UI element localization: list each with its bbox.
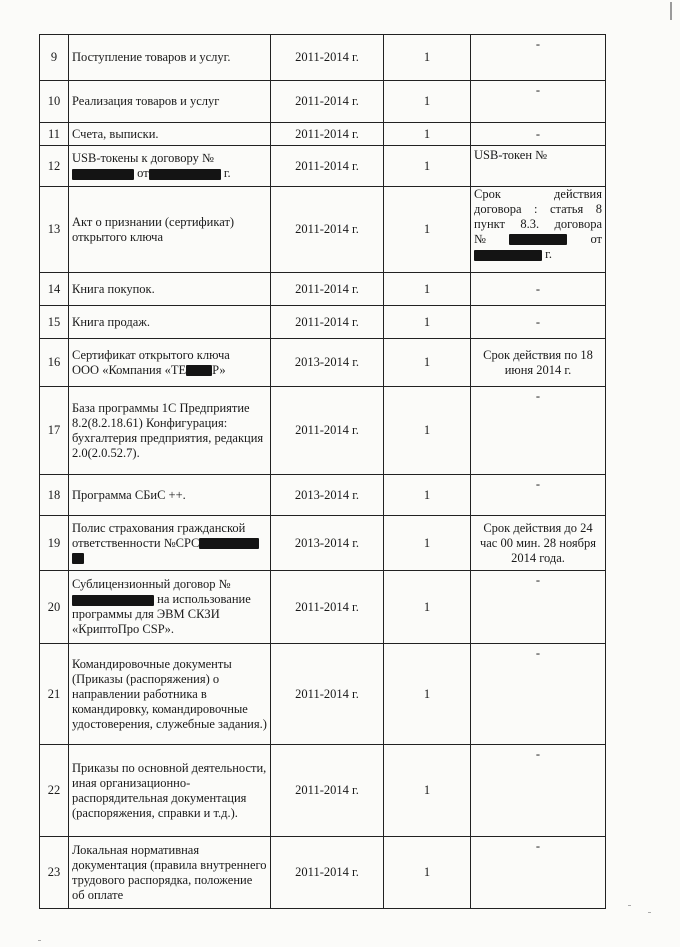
scan-speck: [628, 905, 631, 906]
period: 2011-2014 г.: [271, 273, 384, 306]
row-number: 20: [40, 571, 69, 644]
row-number: 16: [40, 339, 69, 387]
row-number: 10: [40, 81, 69, 123]
note: -: [471, 273, 606, 306]
quantity: 1: [384, 516, 471, 571]
period: 2011-2014 г.: [271, 81, 384, 123]
row-number: 21: [40, 644, 69, 745]
name-line-1: Полис страхования гражданской: [72, 520, 246, 535]
note: -: [471, 745, 606, 837]
quantity: 1: [384, 123, 471, 146]
quantity: 1: [384, 146, 471, 187]
document-name: Поступление товаров и услуг.: [69, 35, 271, 81]
document-name: База программы 1С Предприятие 8.2(8.2.18.61) Конфигурация: бухгалтерия предприятия, редакция 2.0(2.0.52.7).: [69, 387, 271, 475]
name-line-1: Сублицензионный договор №: [72, 577, 231, 591]
table-row: [40, 339, 606, 387]
period: 2013-2014 г.: [271, 516, 384, 571]
document-table: [39, 34, 606, 909]
note: Срок действия до 24 час 00 мин. 28 ноября 2014 года.: [471, 516, 606, 571]
quantity: 1: [384, 837, 471, 909]
redaction-block: [72, 595, 154, 606]
document-name: Программа СБиС ++.: [69, 475, 271, 516]
table-row: [40, 273, 606, 306]
table-row: [40, 837, 606, 909]
redaction-block: [509, 234, 567, 245]
note: -: [471, 837, 606, 909]
note-line-2: договора : статья 8: [474, 202, 602, 216]
redaction-block: [474, 250, 542, 261]
quantity: 1: [384, 35, 471, 81]
row-number: 18: [40, 475, 69, 516]
note: -: [471, 35, 606, 81]
document-name: Приказы по основной деятельности, иная организационно-распорядительная документация (распоряжения, справки и т.д.).: [69, 745, 271, 837]
note-g: г.: [545, 247, 552, 261]
period: 2011-2014 г.: [271, 187, 384, 273]
document-name: Книга покупок.: [69, 273, 271, 306]
note: -: [471, 571, 606, 644]
table-row: [40, 644, 606, 745]
quantity: 1: [384, 81, 471, 123]
quantity: 1: [384, 644, 471, 745]
redaction-block: [186, 365, 212, 376]
row-number: 9: [40, 35, 69, 81]
period: 2011-2014 г.: [271, 571, 384, 644]
document-name: Локальная нормативная документация (правила внутреннего трудового распорядка, положение об оплате: [69, 837, 271, 909]
document-name: [69, 339, 271, 387]
table-row: [40, 306, 606, 339]
table-row: [40, 187, 606, 273]
table-row: [40, 123, 606, 146]
period: 2011-2014 г.: [271, 123, 384, 146]
note: -: [471, 475, 606, 516]
quantity: 1: [384, 273, 471, 306]
quantity: 1: [384, 745, 471, 837]
note: -: [471, 387, 606, 475]
note: -: [471, 644, 606, 745]
document-name: Счета, выписки.: [69, 123, 271, 146]
note: -: [471, 123, 606, 146]
note: -: [471, 306, 606, 339]
name-line-3: программы для ЭВМ СКЗИ «КриптоПро CSP».: [72, 607, 220, 636]
period: 2011-2014 г.: [271, 387, 384, 475]
document-name: Акт о признании (сертификат) открытого ключа: [69, 187, 271, 273]
document-name: Командировочные документы (Приказы (распоряжения) о направлении работника в командировку, командировочные удостоверения, служебные задания.): [69, 644, 271, 745]
note-ot: от: [590, 232, 602, 246]
note: [471, 187, 606, 273]
quantity: 1: [384, 475, 471, 516]
period: 2011-2014 г.: [271, 306, 384, 339]
note-line-1: Срок действия: [474, 187, 602, 201]
table-row: [40, 35, 606, 81]
row-number: 19: [40, 516, 69, 571]
redaction-block: [149, 169, 221, 180]
period: 2011-2014 г.: [271, 745, 384, 837]
table-row: [40, 745, 606, 837]
row-number: 12: [40, 146, 69, 187]
period: 2011-2014 г.: [271, 644, 384, 745]
row-number: 14: [40, 273, 69, 306]
document-name: Реализация товаров и услуг: [69, 81, 271, 123]
redaction-block: [72, 553, 84, 564]
scan-edge-mark: [670, 2, 672, 20]
name-tail: Р»: [212, 362, 226, 377]
quantity: 1: [384, 187, 471, 273]
quantity: 1: [384, 387, 471, 475]
name-line-1: USB-токены к договору №: [72, 151, 214, 165]
quantity: 1: [384, 339, 471, 387]
table-row: [40, 387, 606, 475]
table-row: [40, 516, 606, 571]
document-name: [69, 146, 271, 187]
row-number: 15: [40, 306, 69, 339]
table-row: [40, 475, 606, 516]
name-line-1: Сертификат открытого ключа: [72, 347, 230, 362]
row-number: 23: [40, 837, 69, 909]
name-end: г.: [223, 166, 231, 180]
note-line-3: пункт 8.3. договора: [474, 217, 602, 231]
note-line-5: [474, 247, 602, 262]
scan-speck: [38, 940, 41, 941]
note: -: [471, 81, 606, 123]
period: 2011-2014 г.: [271, 146, 384, 187]
note-line-4: [474, 232, 602, 247]
quantity: 1: [384, 306, 471, 339]
row-number: 22: [40, 745, 69, 837]
document-name: Книга продаж.: [69, 306, 271, 339]
table-row: [40, 81, 606, 123]
document-name: [69, 571, 271, 644]
name-line-2: на использование: [157, 592, 251, 606]
note: Срок действия по 18 июня 2014 г.: [471, 339, 606, 387]
period: 2011-2014 г.: [271, 837, 384, 909]
row-number: 11: [40, 123, 69, 146]
name-line-2: ответственности №СРС: [72, 535, 200, 550]
note: USB-токен №: [471, 146, 606, 187]
table-row: [40, 146, 606, 187]
table-row: [40, 571, 606, 644]
period: 2013-2014 г.: [271, 339, 384, 387]
name-mid: от: [137, 166, 149, 180]
redaction-block: [72, 169, 134, 180]
row-number: 13: [40, 187, 69, 273]
document-name: [69, 516, 271, 571]
note-number-sign: №: [474, 232, 486, 246]
name-line-2: ООО «Компания «ТЕ: [72, 362, 187, 377]
quantity: 1: [384, 571, 471, 644]
row-number: 17: [40, 387, 69, 475]
redaction-block: [199, 538, 259, 549]
period: 2011-2014 г.: [271, 35, 384, 81]
scan-speck: [648, 912, 651, 913]
period: 2013-2014 г.: [271, 475, 384, 516]
